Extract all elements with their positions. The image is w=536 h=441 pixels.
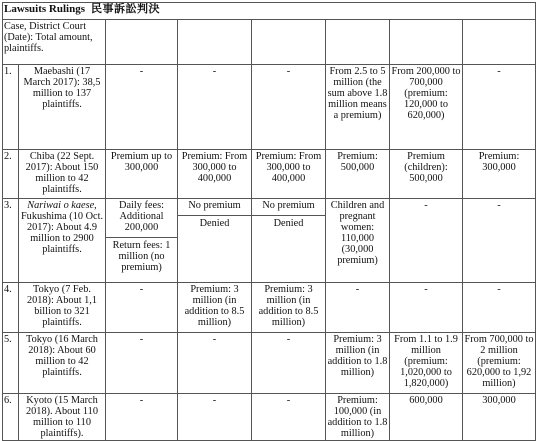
table-row — [3, 199, 536, 283]
table-cell: Premium: 3 million (in addition to 1.8 million) — [326, 333, 390, 394]
table-cell: - — [390, 199, 463, 283]
court-cell: Chiba (22 Sept. 2017): About 150 million to 42 plaintiffs. — [19, 150, 106, 199]
table-cell: Children and pregnant women: 110,000 (30,000 premium) — [326, 199, 390, 283]
header-cell-empty — [252, 20, 326, 65]
table-cell: 300,000 — [463, 394, 536, 441]
table-row — [3, 65, 536, 150]
court-cell — [19, 199, 106, 283]
table-cell: - — [463, 199, 536, 283]
table-cell: From 2.5 to 5 million (the sum above 1.8 million means a premium) — [326, 65, 390, 150]
row-number: 2. — [3, 150, 19, 199]
row-number: 6. — [3, 394, 19, 441]
table-cell: Premium: From 300,000 to 400,000 — [178, 150, 252, 199]
header-case-cell: Case, District Court (Date): Total amount, plaintiffs. — [3, 20, 106, 65]
table-cell: - — [252, 65, 326, 150]
table-cell: - — [252, 394, 326, 441]
cell-bottom: Return fees: 1 million (no premium) — [112, 240, 171, 273]
table-cell: - — [463, 65, 536, 150]
table-cell: - — [106, 333, 178, 394]
table-cell: Premium: 3 million (in addition to 8.5 million) — [252, 283, 326, 333]
court-cell: Kyoto (15 March 2018). About 110 million to 110 plaintiffs). — [19, 394, 106, 441]
cell-top: Daily fees: Additional 200,000 — [119, 200, 164, 233]
table-row — [3, 150, 536, 199]
table-cell: - — [252, 333, 326, 394]
table-cell: Premium: 300,000 — [463, 150, 536, 199]
header-cell-empty — [178, 20, 252, 65]
cell-divider — [252, 215, 325, 216]
table-cell: Premium: From 300,000 to 400,000 — [252, 150, 326, 199]
table-title — [3, 3, 536, 20]
cell-divider — [106, 237, 177, 238]
table-cell — [178, 199, 252, 283]
court-cell: Maebashi (17 March 2017): 38,5 million to 137 plaintiffs. — [19, 65, 106, 150]
table-title-en: Lawsuits Rulings — [4, 3, 86, 15]
table-cell: - — [390, 283, 463, 333]
cell-bottom: Denied — [273, 218, 304, 229]
table-cell: - — [463, 283, 536, 333]
header-row — [3, 20, 536, 65]
table-cell: - — [106, 65, 178, 150]
table-cell: - — [106, 394, 178, 441]
title-row — [3, 3, 536, 20]
cell-top: No premium — [262, 200, 315, 211]
table-cell: Premium (children): 500,000 — [390, 150, 463, 199]
header-cell-empty — [106, 20, 178, 65]
table-cell: From 200,000 to 700,000 (premium: 120,000 to 620,000) — [390, 65, 463, 150]
cell-bottom: Denied — [199, 218, 230, 229]
table-row — [3, 283, 536, 333]
table-cell — [106, 199, 178, 283]
court-cell: Tokyo (7 Feb. 2018): About 1,1 billion to 321 plaintiffs. — [19, 283, 106, 333]
row-number: 1. — [3, 65, 19, 150]
table-cell: Premium: 500,000 — [326, 150, 390, 199]
table-cell: 600,000 — [390, 394, 463, 441]
header-cell-empty — [463, 20, 536, 65]
table-cell: Premium: 3 million (in addition to 8.5 million) — [178, 283, 252, 333]
table-cell: - — [178, 333, 252, 394]
table-cell: - — [178, 65, 252, 150]
row-number: 3. — [3, 199, 19, 283]
table-cell: From 1.1 to 1.9 million (premium: 1,020,000 to 1,820,000) — [390, 333, 463, 394]
table-row — [3, 394, 536, 441]
lawsuits-rulings-table — [2, 2, 536, 441]
cell-divider — [178, 215, 251, 216]
court-cell: Tokyo (16 March 2018): About 60 million to 42 plaintiffs. — [19, 333, 106, 394]
row-number: 5. — [3, 333, 19, 394]
header-cell-empty — [390, 20, 463, 65]
table-title-jp: 民事訴訟判決 — [91, 3, 161, 15]
table-cell: Premium up to 300,000 — [106, 150, 178, 199]
table-cell: - — [106, 283, 178, 333]
table-cell: From 700,000 to 2 million (premium: 620,000 to 1,92 million) — [463, 333, 536, 394]
table-cell — [252, 199, 326, 283]
court-case-name: Nariwai o kaese, — [27, 200, 97, 211]
table-cell: Premium: 100,000 (in addition to 1.8 million) — [326, 394, 390, 441]
table-cell: - — [178, 394, 252, 441]
table-row — [3, 333, 536, 394]
cell-top: No premium — [188, 200, 241, 211]
court-text: Fukushima (10 Oct. 2017): About 4.9 million to 2900 plaintiffs. — [20, 211, 104, 255]
table-cell: - — [326, 283, 390, 333]
header-cell-empty — [326, 20, 390, 65]
row-number: 4. — [3, 283, 19, 333]
